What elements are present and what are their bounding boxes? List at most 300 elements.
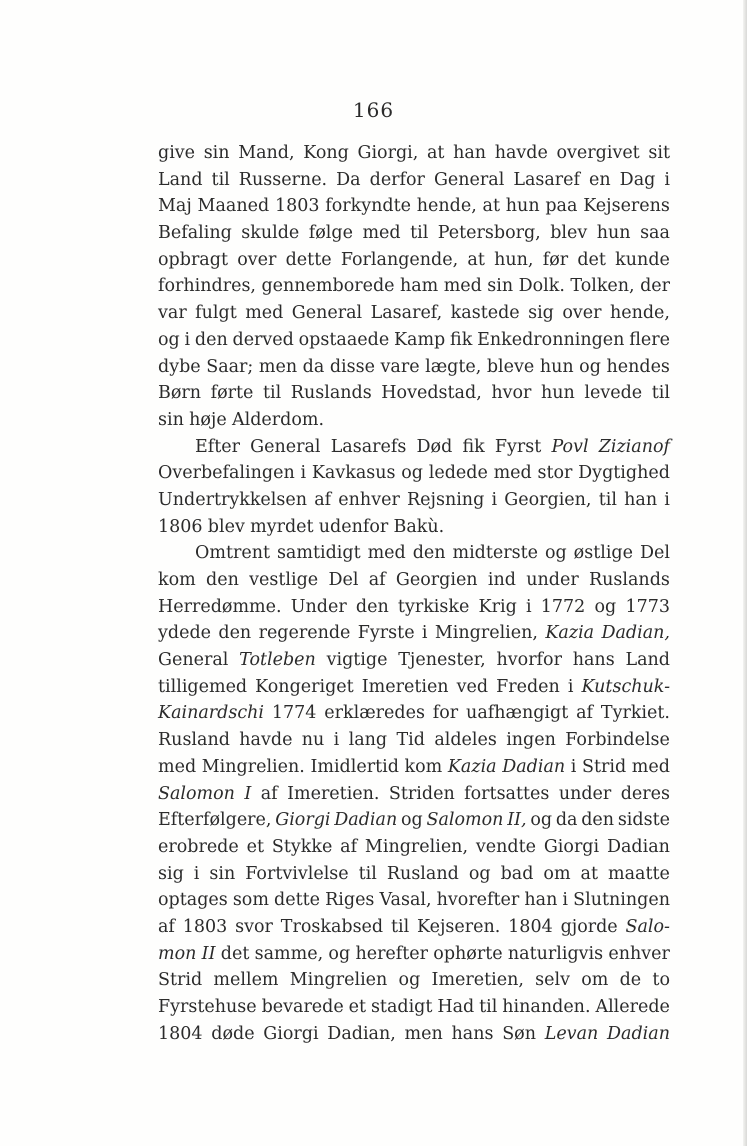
word: førte [210,383,254,404]
word: sin [158,409,184,430]
word: til [390,916,410,937]
word: Herredømme. [158,596,282,617]
text-line [158,727,670,754]
word: flere [629,329,670,350]
word: de [619,970,642,991]
word: vestlige [249,570,319,590]
text-line [158,540,670,567]
word: og [579,356,601,377]
word: Kejserens [583,196,670,217]
word: Land [158,169,203,190]
word: vendte [475,836,536,857]
word: Kong [303,143,349,163]
word: lægte, [425,356,482,377]
word: i [570,756,577,777]
word: et [348,997,367,1017]
word: Imeretien, [431,970,524,991]
word: give [158,143,196,163]
word: Freden [496,676,560,697]
word: Alderdom. [231,409,325,430]
word: for [432,703,459,724]
word: Dadian [502,756,566,777]
word: med [443,276,482,297]
word: Lasarefs [330,436,407,457]
word: paa [545,196,578,217]
word: bevarede [261,997,344,1017]
word: tyrkiske [397,596,470,617]
word: Dadian, [327,1023,396,1044]
word: i [567,676,574,697]
word: Lasaref, [370,303,443,324]
word: Strid [158,970,203,991]
word: den [218,623,252,644]
word: uafhængigt [466,703,569,724]
text-line [158,514,670,541]
word: Da [336,169,361,190]
word: hans [451,1023,494,1044]
word: 1803 [182,916,228,937]
word: regerende [258,623,351,644]
word: Omtrent [195,543,270,564]
word: Kamp [393,329,446,350]
word: vigtige [326,650,388,671]
word: Hovedstad, [381,383,482,404]
text-line [158,594,670,621]
word: Efter [195,436,241,457]
word: til [211,169,230,190]
word: sig [528,303,554,324]
word: 1803 [274,196,320,217]
word: kom [404,756,443,777]
word: og [594,596,617,617]
word: som [232,890,269,911]
word: den [206,570,239,590]
word: enhver [608,943,670,964]
word: Kazia [447,756,497,777]
word: under [558,783,612,804]
word: dette [285,249,332,270]
word: Rusland [386,863,459,884]
word: sidste [617,810,670,831]
word: II, [507,810,527,831]
word: lang [348,730,388,751]
word: Imeretien. [287,783,380,804]
word: hun [539,356,574,377]
word: var [158,303,187,324]
word: fulgt [195,303,237,324]
word: ydede [158,623,212,644]
word: i [300,463,307,484]
word: Striden [388,783,455,804]
word: den [355,596,389,617]
page-edge [743,0,747,1146]
word: Lasaref [513,169,580,190]
word: til [598,489,617,510]
word: Salo- [625,916,670,937]
word: sig [158,863,184,884]
word: 1773 [625,596,670,617]
word: Mingrelien. [201,756,305,777]
word: Fortvivlelse [245,863,349,884]
word: Giorgi [263,1023,319,1044]
word: II [201,943,216,964]
word: en [589,169,611,190]
word: Povl [551,436,589,457]
text-line [158,914,670,941]
word: fik [450,329,473,350]
word: dette [274,890,321,911]
word: gjorde [560,916,618,937]
word: Kongeriget [255,676,354,697]
word: hans [572,650,615,671]
word: bleve [486,356,535,377]
word: Enkedronningen [477,329,625,350]
word: Allerede [595,997,670,1017]
text-line [158,460,670,487]
word: Undertrykkelsen [158,489,307,510]
word: samtidigt [276,543,361,564]
word: Salomon [158,783,235,804]
word: det [220,943,250,964]
text-line [158,300,670,327]
word: hvor [491,383,532,404]
text-line [158,834,670,861]
text-line [158,861,670,888]
word: hende, [609,303,670,324]
word: om [543,863,571,884]
word: Mand, [238,143,295,163]
word: overgivet [556,143,640,163]
word: i [525,596,532,617]
word: og [158,329,180,350]
word: I [244,783,252,804]
word: opbragt [158,249,228,270]
word: kunde [615,249,670,270]
word: 1772 [540,596,586,617]
word: Levan [544,1023,599,1044]
text-line [158,434,670,461]
text-line [158,380,670,407]
word: forkyndte [325,196,411,217]
text-line [158,220,670,247]
word: havde [494,143,548,163]
word: mellem [213,970,279,991]
word: erklæredes [324,703,425,724]
text-line [158,967,670,994]
word: Giorgi [275,810,331,831]
text-line [158,994,670,1021]
text-line [158,700,670,727]
word: i [491,489,498,510]
word: samme, [254,943,324,964]
word: et [246,836,264,857]
word: Fyrst [494,436,542,457]
word: i [664,169,670,190]
word: Mingrelien [289,970,388,991]
word: levede [584,383,643,404]
word: hende, [416,196,477,217]
word: Mingrelien, [364,836,469,857]
word: til [410,223,429,244]
word: Petersborg, [437,223,541,244]
page-number: 166 [352,98,395,122]
text-line [158,354,670,381]
word: blev [207,516,245,537]
word: Forbindelse [565,730,670,751]
word: ophørte [433,943,503,964]
word: kastede [450,303,520,324]
word: Dygtighed [578,463,670,484]
word: General [250,436,321,457]
word: ham [399,276,439,297]
word: høje [189,409,227,430]
word: der [640,276,670,297]
word: deres [620,783,670,804]
text-line [158,754,670,781]
word: i [333,730,340,751]
word: af [576,703,594,724]
text-line [158,273,670,300]
word: Ruslands [588,570,670,590]
word: forhindres, [158,276,256,297]
word: hun, [494,249,534,270]
word: Søn [502,1023,536,1044]
word: om [581,970,609,991]
word: Kazia [545,623,595,644]
text-line [158,887,670,914]
word: men [258,356,298,377]
word: den [194,329,228,350]
word: og [328,943,351,964]
word: da [555,810,578,831]
word: hun [540,383,575,404]
word: Dadian [607,1023,670,1044]
word: hvorfor [496,650,562,671]
word: Fyrstehuse [158,997,257,1017]
word: Dag [619,169,656,190]
word: Imeretien [361,676,449,697]
word: nu [301,730,325,751]
word: da [302,356,325,377]
word: stadigt [370,997,433,1017]
word: at [426,143,445,163]
word: at [580,863,599,884]
word: hinanden. [502,997,591,1017]
word: Vasal, [379,890,432,911]
word: Zizianof [598,436,670,457]
word: men [404,1023,443,1044]
text-line [158,674,670,701]
word: Dolk. [518,276,565,297]
word: 1774 [271,703,317,724]
word: Børn [158,383,202,404]
word: Russerne. [238,169,328,190]
word: sin [203,143,230,163]
word: af [158,916,175,937]
word: og [401,463,423,484]
word: den [412,543,446,564]
word: Saar; [206,356,254,377]
word: af [368,570,386,590]
word: svor [235,916,273,937]
word: General [433,169,505,190]
word: før [542,249,569,270]
word: ind [487,570,516,590]
word: Georgien [395,570,478,590]
word: til [262,383,282,404]
word: kom [158,570,196,590]
word: Totleben [239,650,316,671]
word: Kejseren. [417,916,501,937]
text-line [158,247,670,274]
word: selv [535,970,570,991]
word: hendes [606,356,670,377]
word: herefter [355,943,429,964]
word: Kutschuk- [581,676,670,697]
word: sin [487,276,514,297]
word: han [524,890,558,911]
text-line [158,407,670,434]
word: hun [505,196,540,217]
text-line [158,620,670,647]
word: fik [462,436,485,457]
word: til [479,997,498,1017]
word: Had [437,997,475,1017]
word: ledede [428,463,488,484]
word: med [158,756,197,777]
word: med [367,543,406,564]
word: og [398,970,421,991]
word: Overbefalingen [158,463,295,484]
word: Død [416,436,453,457]
word: hvorefter [436,890,520,911]
word: 1806 [158,516,203,537]
word: Kainardschi [158,703,265,724]
word: Krig [478,596,517,617]
word: følge [308,223,353,244]
word: han [453,143,487,163]
word: dybe [158,356,201,377]
word: med [631,756,670,777]
word: Slutningen [573,890,670,911]
word: Mingrelien, [434,623,538,644]
word: Imidlertid [310,756,399,777]
text-line [158,567,670,594]
word: i [562,890,569,911]
word: Tjenester, [398,650,486,671]
word: til [651,383,670,404]
word: Dadian, [601,623,670,644]
word: fortsattes [464,783,550,804]
word: af [314,489,332,510]
word: derved [232,329,294,350]
word: gennemborede [261,276,395,297]
word: af [260,783,278,804]
word: i [664,489,670,510]
word: Rejsning [407,489,485,510]
word: Under [290,596,347,617]
text-line [158,781,670,808]
word: i [193,863,200,884]
word: og [530,810,553,831]
text-line [158,327,670,354]
word: sit [648,143,670,163]
word: Tolken, [570,276,635,297]
word: Del [639,543,670,564]
word: Dadian [606,836,670,857]
word: disse [329,356,375,377]
text-line [158,193,670,220]
word: hun [596,223,631,244]
word: og [400,810,423,831]
word: Giorgi, [357,143,419,163]
word: General [158,650,229,671]
word: 1804 [508,916,553,937]
word: i [184,329,191,350]
word: ingen [506,730,556,751]
word: Land [625,650,670,671]
word: aldeles [434,730,497,751]
text-line [158,487,670,514]
word: at [467,249,485,270]
word: Troskabsed [280,916,384,937]
word: Forlangende, [340,249,459,270]
word: saa [640,223,670,244]
word: til [358,863,377,884]
word: Efterfølgere, [158,810,272,831]
word: med [362,223,401,244]
word: det [577,249,606,270]
word: udenfor [318,516,389,537]
word: den [581,810,615,831]
word: derfor [369,169,425,190]
word: mon [158,943,197,964]
word: og [468,863,491,884]
word: havde [239,730,293,751]
word: midterste [452,543,539,564]
word: General [291,303,363,324]
text-line [158,647,670,674]
word: bad [500,863,534,884]
word: opstaaede [298,329,390,350]
text-line [158,941,670,968]
word: med [493,463,532,484]
word: over [237,249,277,270]
word: Fyrste [357,623,415,644]
word: Dadian [334,810,398,831]
word: Kavkasus [311,463,396,484]
word: Del [328,570,359,590]
body-text [158,140,670,1047]
text-line [158,1021,670,1048]
word: Riges [325,890,375,911]
word: østlige [573,543,633,564]
word: 1804 [158,1023,203,1044]
word: Tid [396,730,425,751]
word: vare [380,356,420,377]
word: Tyrkiet. [600,703,670,724]
word: enhver [338,489,400,510]
word: stor [537,463,573,484]
word: sin [209,863,236,884]
text-line [158,140,670,167]
word: ved [456,676,489,697]
word: af [340,836,358,857]
word: han [624,489,658,510]
word: Giorgi [543,836,600,857]
word: optages [158,890,228,911]
word: at [482,196,501,217]
